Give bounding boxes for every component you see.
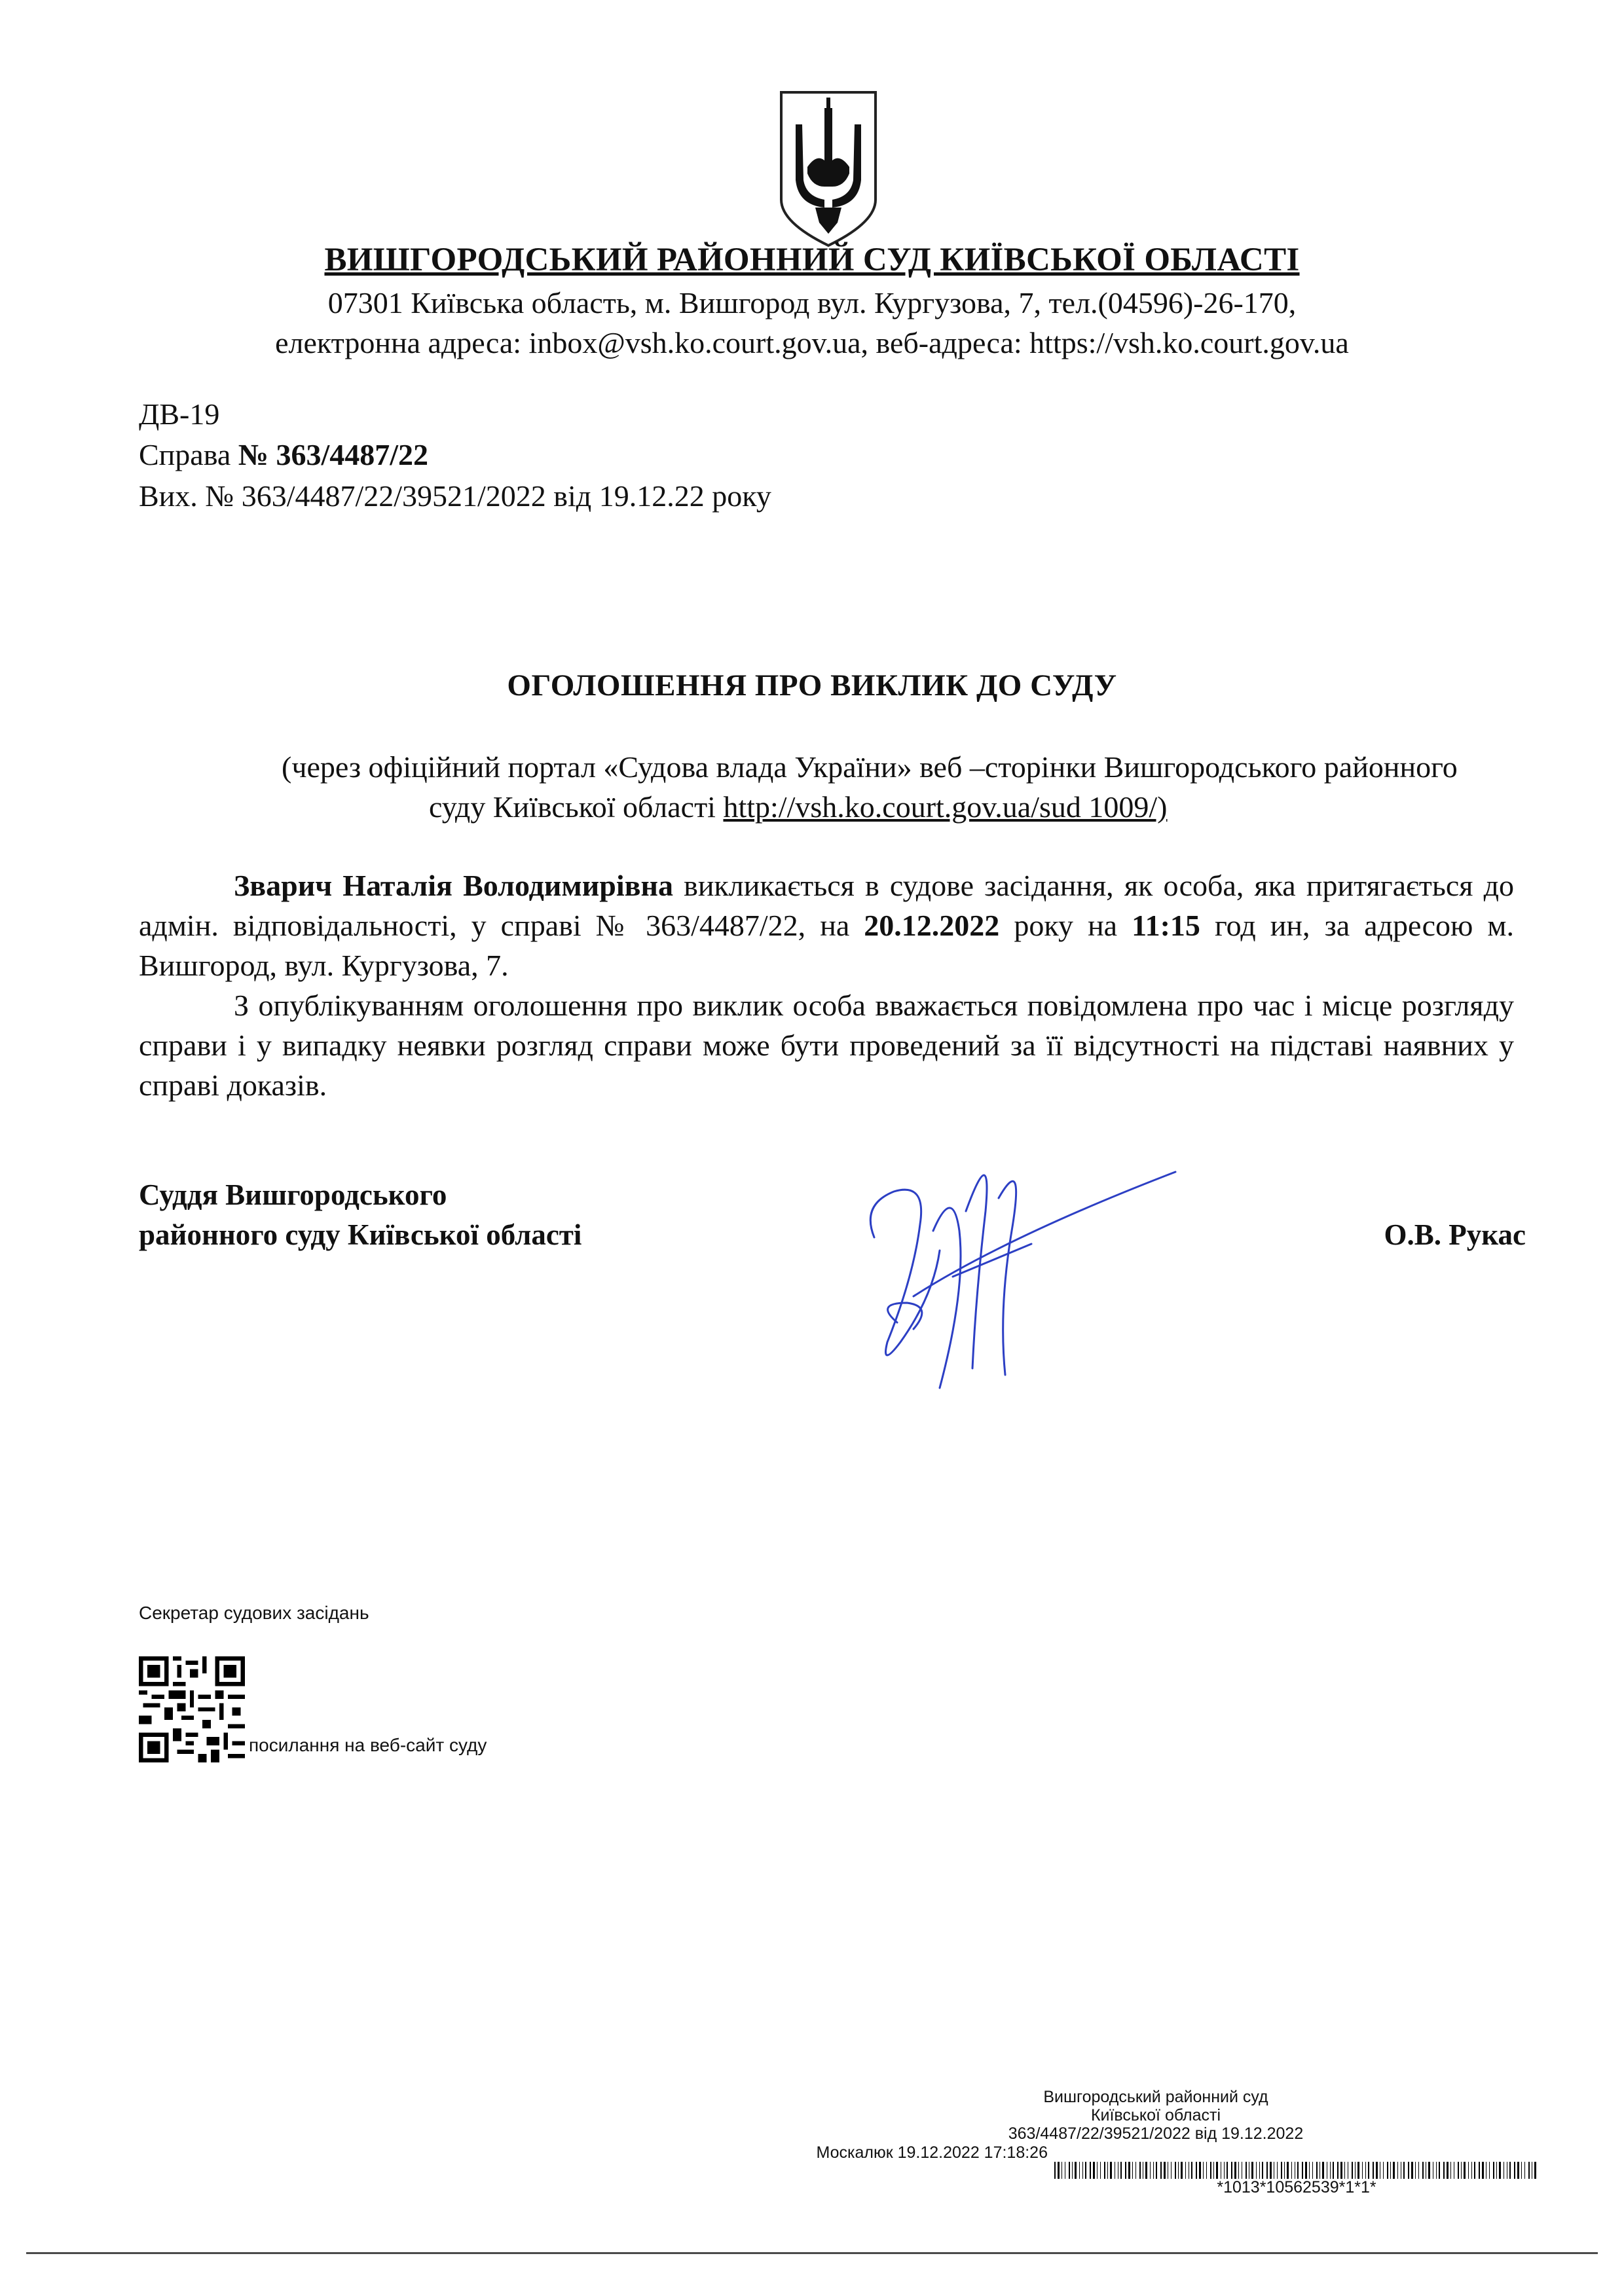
court-name: ВИШГОРОДСЬКИЙ РАЙОННИЙ СУД КИЇВСЬКОЇ ОБЛАСТІ: [324, 242, 1300, 278]
handwritten-signature-icon: [835, 1126, 1202, 1401]
notice-title: ОГОЛОШЕННЯ ПРО ВИКЛИК ДО СУДУ: [507, 668, 1117, 702]
trident-coat-of-arms-icon: [776, 88, 881, 249]
qr-code-icon[interactable]: [139, 1656, 245, 1762]
registration-stamp: [760, 2088, 1552, 2200]
barcode-icon: [1054, 2162, 1539, 2179]
consequence-paragraph: З опублікуванням оголошення про виклик особа вважається повідомлена про час і місце розгляду справи і у випадку неявки розгляд справи може бути проведений за її відсутності на підставі наявних у справі доказів.: [139, 989, 1514, 1102]
summons-paragraph: [139, 866, 1514, 985]
stamp-operator: Москалюк 19.12.2022 17:18:26: [816, 2143, 1048, 2162]
stamp-court-name: Вишгородський районний суд: [1043, 2088, 1268, 2106]
summons-text-b: року на: [999, 909, 1132, 942]
court-contacts: електронна адреса: inbox@vsh.ko.court.gov.ua, веб-адреса: https://vsh.ko.court.gov.ua: [275, 326, 1349, 359]
portal-note-line1: (через офіційний портал «Судова влада України» веб –сторінки Вишгородського районного: [282, 750, 1458, 784]
hearing-time: 11:15: [1132, 909, 1200, 942]
summons-text-a: викликається в судове засідання, як особа, яка притягається до адмін. відповідальності, у справі № 363/4487/22, на: [139, 869, 1514, 942]
judge-title-line2: районного суду Київської області: [139, 1218, 582, 1251]
notice-body: [139, 866, 1514, 1105]
page-bottom-rule: [26, 2252, 1598, 2254]
case-label: Справа: [139, 438, 238, 471]
court-address: 07301 Київська область, м. Вишгород вул. Кургузова, 7, тел.(04596)-26-170,: [327, 286, 1297, 319]
secretary-label: Секретар судових засідань: [139, 1603, 369, 1623]
portal-note-line2: [0, 790, 1624, 824]
stamp-document-number: 363/4487/22/39521/2022 від 19.12.2022: [1008, 2124, 1304, 2143]
portal-link[interactable]: http://vsh.ko.court.gov.ua/sud 1009/): [723, 790, 1168, 824]
outgoing-number: Вих. № 363/4487/22/39521/2022 від 19.12.22 року: [139, 479, 771, 513]
stamp-barcode-number: *1013*10562539*1*1*: [1217, 2178, 1376, 2196]
qr-caption: посилання на веб-сайт суду: [249, 1735, 487, 1755]
case-number: № 363/4487/22: [238, 438, 429, 471]
stamp-region: Київської області: [1090, 2106, 1221, 2124]
judge-title: [139, 1175, 581, 1255]
judge-title-line1: Суддя Вишгородського: [139, 1178, 447, 1211]
document-code: ДВ-19: [139, 397, 220, 431]
summoned-person: Зварич Наталія Володимирівна: [234, 869, 673, 902]
summons-text-c: год ин, за адресою м. Вишгород, вул. Кургузова, 7.: [139, 909, 1514, 982]
hearing-date: 20.12.2022: [864, 909, 1000, 942]
portal-note-text: суду Київської області: [429, 790, 724, 824]
case-reference: [139, 437, 428, 472]
judge-name: О.В. Рукас: [1384, 1218, 1526, 1251]
